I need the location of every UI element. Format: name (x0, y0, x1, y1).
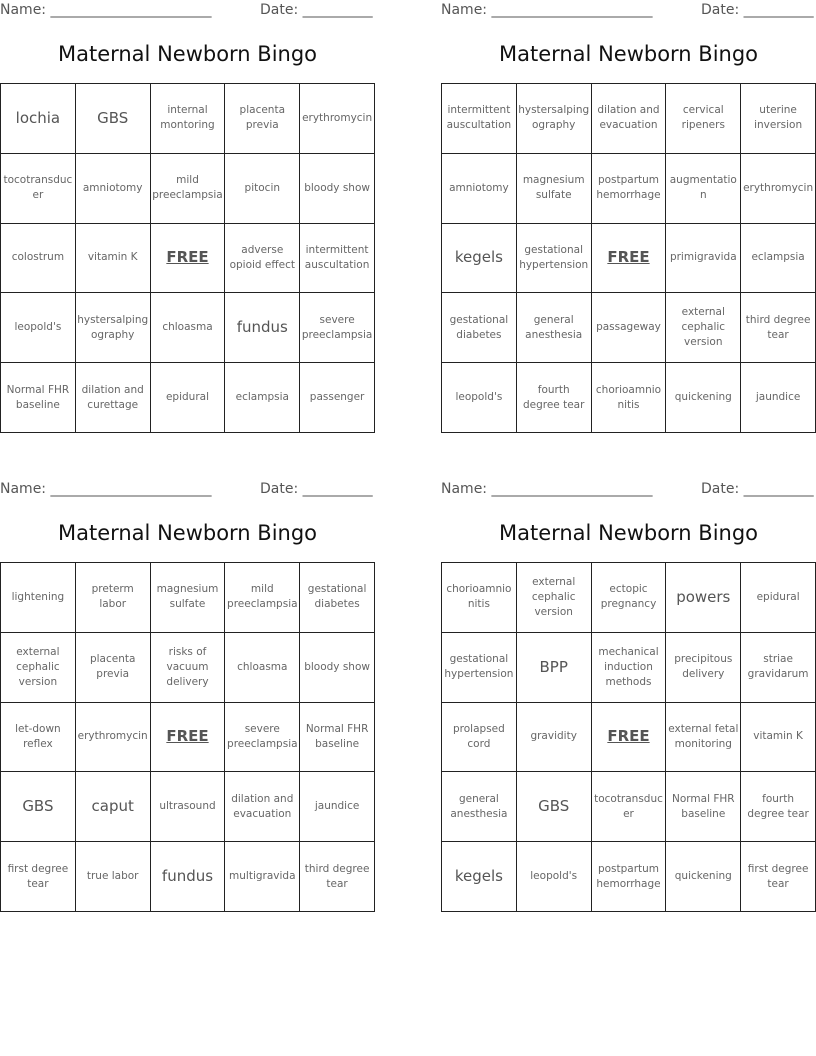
bingo-cell: erythromycin (741, 154, 816, 224)
bingo-cell: leopold's (517, 842, 592, 912)
name-date-line (441, 0, 816, 20)
bingo-cell: GBS (517, 772, 592, 842)
bingo-cell: intermittent auscultation (300, 224, 375, 294)
bingo-cell: amniotomy (76, 154, 151, 224)
name-date-line (441, 479, 816, 499)
card-title: Maternal Newborn Bingo (498, 42, 759, 66)
bingo-cell: tocotransducer (592, 772, 667, 842)
name-field-label: Name: _______________________ (441, 481, 653, 497)
bingo-cell: Normal FHR baseline (300, 703, 375, 773)
bingo-cell: ultrasound (151, 772, 226, 842)
bingo-cell: kegels (442, 842, 517, 912)
name-field-label: Name: _______________________ (0, 481, 212, 497)
bingo-cell: gestational diabetes (300, 563, 375, 633)
bingo-cell: placenta previa (225, 84, 300, 154)
bingo-cell: bloody show (300, 633, 375, 703)
bingo-cell: internal montoring (151, 84, 226, 154)
bingo-cell: magnesium sulfate (151, 563, 226, 633)
bingo-cell: Normal FHR baseline (1, 363, 76, 433)
date-field-label: Date: __________ (260, 481, 373, 497)
bingo-cell: quickening (666, 842, 741, 912)
bingo-cell: epidural (741, 563, 816, 633)
bingo-grid (0, 562, 375, 912)
bingo-cell: passenger (300, 363, 375, 433)
date-field-label: Date: __________ (701, 481, 814, 497)
bingo-cell: chorioamnionitis (442, 563, 517, 633)
bingo-cell: dilation and curettage (76, 363, 151, 433)
bingo-cell: first degree tear (1, 842, 76, 912)
bingo-grid (0, 83, 375, 433)
bingo-cell: adverse opioid effect (225, 224, 300, 294)
bingo-cell: prolapsed cord (442, 703, 517, 773)
bingo-cell: postpartum hemorrhage (592, 154, 667, 224)
bingo-cell: fundus (225, 293, 300, 363)
bingo-cell: vitamin K (741, 703, 816, 773)
name-date-line (0, 0, 375, 20)
bingo-cell: lightening (1, 563, 76, 633)
bingo-cell: fourth degree tear (741, 772, 816, 842)
bingo-cell: true labor (76, 842, 151, 912)
bingo-cell: general anesthesia (442, 772, 517, 842)
bingo-cell: postpartum hemorrhage (592, 842, 667, 912)
bingo-cell: hystersalpingography (517, 84, 592, 154)
bingo-cell: gravidity (517, 703, 592, 773)
bingo-cell: kegels (442, 224, 517, 294)
bingo-cell: first degree tear (741, 842, 816, 912)
bingo-cell: augmentation (666, 154, 741, 224)
bingo-cell: let-down reflex (1, 703, 76, 773)
bingo-cell: Normal FHR baseline (666, 772, 741, 842)
bingo-cell: gestational diabetes (442, 293, 517, 363)
free-space: FREE (592, 224, 667, 294)
bingo-cell: caput (76, 772, 151, 842)
bingo-cell: chorioamnionitis (592, 363, 667, 433)
free-space: FREE (151, 703, 226, 773)
free-space: FREE (151, 224, 226, 294)
card-title: Maternal Newborn Bingo (57, 521, 318, 545)
bingo-cell: primigravida (666, 224, 741, 294)
bingo-cell: mechanical induction methods (592, 633, 667, 703)
bingo-cell: powers (666, 563, 741, 633)
name-date-line (0, 479, 375, 499)
bingo-cell: bloody show (300, 154, 375, 224)
bingo-cell: mild preeclampsia (225, 563, 300, 633)
bingo-cell: gestational hypertension (517, 224, 592, 294)
bingo-cell: external cephalic version (517, 563, 592, 633)
bingo-cell: gestational hypertension (442, 633, 517, 703)
bingo-cell: passageway (592, 293, 667, 363)
bingo-cell: leopold's (442, 363, 517, 433)
bingo-cell: tocotransducer (1, 154, 76, 224)
bingo-cell: cervical ripeners (666, 84, 741, 154)
bingo-cell: general anesthesia (517, 293, 592, 363)
bingo-cell: epidural (151, 363, 226, 433)
bingo-cell: GBS (76, 84, 151, 154)
bingo-cell: intermittent auscultation (442, 84, 517, 154)
bingo-cell: external cephalic version (1, 633, 76, 703)
bingo-cell: precipitous delivery (666, 633, 741, 703)
bingo-cell: external fetal monitoring (666, 703, 741, 773)
bingo-cell: pitocin (225, 154, 300, 224)
bingo-cell: third degree tear (741, 293, 816, 363)
bingo-cell: uterine inversion (741, 84, 816, 154)
bingo-cell: colostrum (1, 224, 76, 294)
bingo-grid (441, 562, 816, 912)
bingo-cell: placenta previa (76, 633, 151, 703)
name-field-label: Name: _______________________ (0, 2, 212, 18)
bingo-cell: preterm labor (76, 563, 151, 633)
bingo-cell: chloasma (151, 293, 226, 363)
bingo-cell: dilation and evacuation (592, 84, 667, 154)
bingo-cell: vitamin K (76, 224, 151, 294)
bingo-cell: jaundice (300, 772, 375, 842)
bingo-cell: hystersalpingography (76, 293, 151, 363)
bingo-cell: risks of vacuum delivery (151, 633, 226, 703)
bingo-cell: lochia (1, 84, 76, 154)
card-title: Maternal Newborn Bingo (57, 42, 318, 66)
bingo-cell: leopold's (1, 293, 76, 363)
bingo-cell: amniotomy (442, 154, 517, 224)
bingo-cell: chloasma (225, 633, 300, 703)
bingo-cell: eclampsia (225, 363, 300, 433)
bingo-cell: external cephalic version (666, 293, 741, 363)
bingo-cell: BPP (517, 633, 592, 703)
bingo-cell: erythromycin (76, 703, 151, 773)
bingo-cell: erythromycin (300, 84, 375, 154)
bingo-cell: mild preeclampsia (151, 154, 226, 224)
bingo-cell: severe preeclampsia (300, 293, 375, 363)
bingo-cell: quickening (666, 363, 741, 433)
bingo-cell: dilation and evacuation (225, 772, 300, 842)
bingo-cell: severe preeclampsia (225, 703, 300, 773)
card-title: Maternal Newborn Bingo (498, 521, 759, 545)
bingo-cell: GBS (1, 772, 76, 842)
bingo-cell: striae gravidarum (741, 633, 816, 703)
free-space: FREE (592, 703, 667, 773)
bingo-cell: third degree tear (300, 842, 375, 912)
bingo-cell: fourth degree tear (517, 363, 592, 433)
date-field-label: Date: __________ (701, 2, 814, 18)
date-field-label: Date: __________ (260, 2, 373, 18)
bingo-cell: magnesium sulfate (517, 154, 592, 224)
bingo-cell: eclampsia (741, 224, 816, 294)
bingo-cell: ectopic pregnancy (592, 563, 667, 633)
bingo-cell: fundus (151, 842, 226, 912)
name-field-label: Name: _______________________ (441, 2, 653, 18)
bingo-cell: jaundice (741, 363, 816, 433)
bingo-cell: multigravida (225, 842, 300, 912)
bingo-grid (441, 83, 816, 433)
